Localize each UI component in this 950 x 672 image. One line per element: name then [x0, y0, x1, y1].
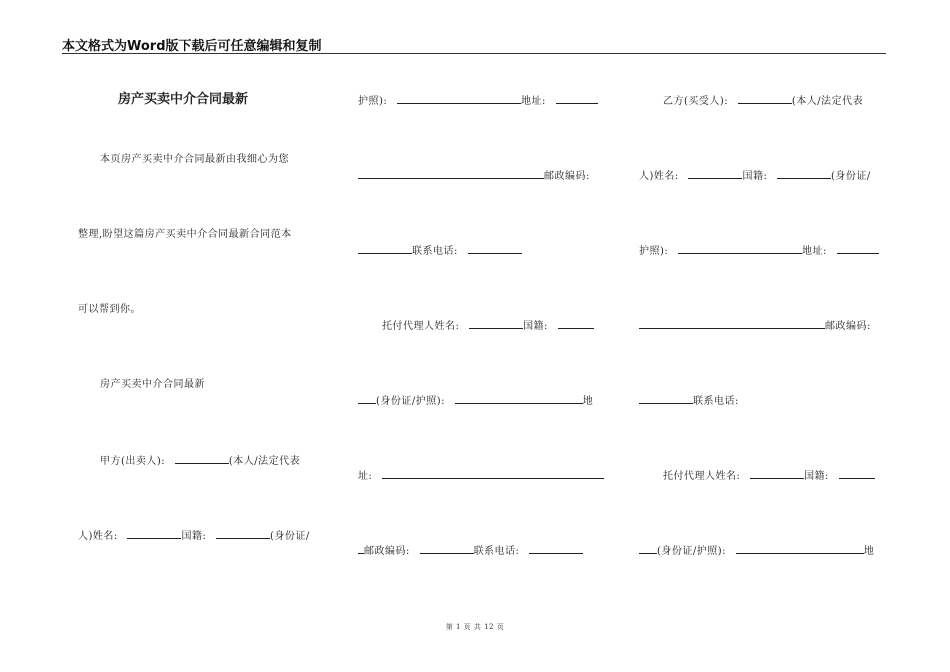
id-label-b: (身份证/	[831, 171, 871, 182]
passport-label: 护照):	[358, 96, 388, 107]
agent-postcode-blank[interactable]	[420, 543, 474, 554]
page-footer: 第 1 页 共 12 页	[445, 623, 505, 631]
page-header	[62, 35, 886, 54]
postcode-line-b	[639, 318, 871, 334]
agent-nationality-label: 国籍:	[523, 321, 548, 332]
agent-nationality-cont-blank-b[interactable]	[639, 543, 657, 554]
agent-nationality-label-b: 国籍:	[804, 471, 829, 482]
party-a-suffix: (本人/法定代表	[228, 456, 301, 467]
agent-id-line	[358, 393, 593, 409]
agent-postcode-label: 邮政编码:	[364, 546, 410, 557]
postcode-blank[interactable]	[358, 243, 412, 254]
party-b-suffix: (本人/法定代表	[791, 96, 864, 107]
party-a-line	[100, 453, 300, 469]
address-blank-b[interactable]	[837, 243, 879, 254]
passport-blank-b[interactable]	[678, 243, 802, 254]
agent-postcode-phone-line	[358, 543, 583, 559]
party-b-label: 乙方(买受人):	[663, 96, 729, 107]
agent-id-line-b	[639, 543, 874, 559]
agent-name-blank-b[interactable]	[750, 468, 804, 479]
agent-line-b	[663, 468, 875, 484]
party-b-line	[663, 93, 863, 109]
name-label: 人)姓名:	[78, 531, 118, 542]
name-label-b: 人)姓名:	[639, 171, 679, 182]
intro-line-3: 可以帮到你。	[78, 304, 141, 315]
agent-id-blank[interactable]	[455, 393, 583, 404]
agent-id-label-b: (身份证/护照):	[657, 546, 727, 557]
nationality-blank[interactable]	[216, 528, 270, 539]
address-label: 地址:	[520, 96, 546, 107]
address-label-b: 地址:	[801, 246, 827, 257]
nationality-label-b: 国籍:	[742, 171, 768, 182]
postcode-line	[358, 168, 590, 184]
buyer-blank[interactable]	[738, 93, 792, 104]
postcode-label-b: 邮政编码:	[825, 321, 871, 332]
phone-label: 联系电话:	[412, 246, 458, 257]
name-blank[interactable]	[127, 528, 181, 539]
intro-line-1: 本页房产买卖中介合同最新由我细心为您	[100, 154, 289, 165]
address-cont-blank-b[interactable]	[639, 318, 825, 329]
party-a-label: 甲方(出卖人):	[100, 456, 166, 467]
party-b-name-line	[639, 168, 871, 184]
phone-line	[358, 243, 522, 259]
party-a-name-line	[78, 528, 310, 544]
contract-subtitle: 房产买卖中介合同最新	[100, 379, 205, 390]
agent-id-blank-b[interactable]	[736, 543, 864, 554]
agent-nationality-blank[interactable]	[558, 318, 594, 329]
id-label: (身份证/	[270, 531, 310, 542]
name-blank-b[interactable]	[688, 168, 742, 179]
agent-nationality-cont-blank[interactable]	[358, 393, 376, 404]
agent-name-blank[interactable]	[469, 318, 523, 329]
passport-address-line-b	[639, 243, 879, 259]
passport-blank[interactable]	[397, 93, 521, 104]
agent-address-line	[358, 468, 604, 484]
document-title: 房产买卖中介合同最新	[118, 92, 249, 107]
address-head-label: 址:	[358, 471, 373, 482]
agent-id-label: (身份证/护照):	[376, 396, 446, 407]
nationality-label: 国籍:	[181, 531, 207, 542]
address-cont-blank[interactable]	[358, 168, 544, 179]
address-tail-label: 地	[582, 396, 594, 407]
nationality-blank-b[interactable]	[777, 168, 831, 179]
agent-name-label-b: 托付代理人姓名:	[663, 471, 741, 482]
agent-phone-blank[interactable]	[529, 543, 583, 554]
address-blank[interactable]	[556, 93, 598, 104]
agent-phone-label: 联系电话:	[473, 546, 520, 557]
postcode-label: 邮政编码:	[544, 171, 590, 182]
agent-nationality-blank-b[interactable]	[839, 468, 875, 479]
address-tail-label-b: 地	[863, 546, 875, 557]
passport-label-b: 护照):	[639, 246, 669, 257]
agent-address-blank[interactable]	[382, 468, 604, 479]
seller-blank[interactable]	[175, 453, 229, 464]
agent-line	[382, 318, 594, 334]
intro-line-2: 整理,盼望这篇房产买卖中介合同最新合同范本	[78, 229, 292, 240]
header-title: 本文格式为Word版下载后可任意编辑和复制	[62, 39, 322, 54]
postcode-blank-b[interactable]	[639, 393, 693, 404]
phone-line-b	[639, 393, 739, 409]
phone-blank[interactable]	[468, 243, 522, 254]
passport-address-line	[358, 93, 598, 109]
phone-label-b: 联系电话:	[693, 396, 739, 407]
agent-name-label: 托付代理人姓名:	[382, 321, 460, 332]
